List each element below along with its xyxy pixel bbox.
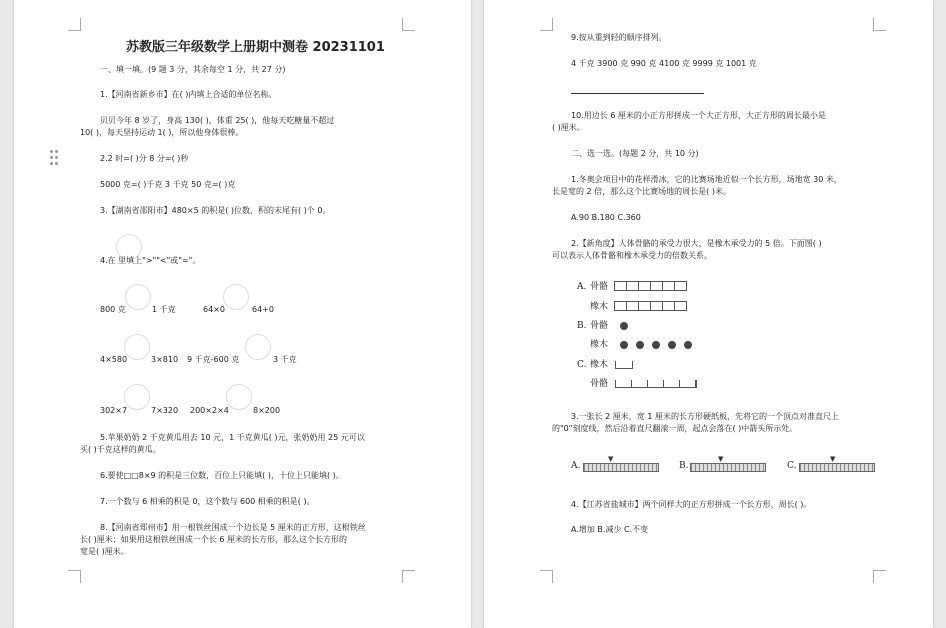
comparison-item: 7×320 [151,406,179,415]
crop-mark [402,18,415,31]
question-text: 可以表示人体骨骼和橡木承受力的倍数关系。 [552,251,712,260]
question-text: 长( )厘米；如果用这根铁丝围成一个长 6 厘米的长方形，那么这个长方形的 [80,535,347,544]
diagram-label: 橡木 [590,340,609,350]
question-text: 宽是( )厘米。 [80,547,129,556]
blank-circle [124,334,150,360]
crop-mark [68,18,81,31]
comparison-item: 3 千克 [273,355,297,364]
dot-marker [620,341,628,349]
comparison-item: 64+0 [252,305,274,314]
arrow-down-icon: ▼ [718,455,724,463]
comparison-item: 1 千克 [152,305,176,314]
question-text: 的"0"刻度线，然后沿着直尺翻滚一周，起点会落在( )中箭头所示处。 [552,424,798,433]
answer-options: A.90 B.180 C.360 [571,213,641,222]
ruler-image [799,463,875,472]
question-text: 长是宽的 2 倍，那么这个比赛场地的周长是( )米。 [552,187,731,196]
dot-marker [620,322,628,330]
blank-circle [223,284,249,310]
question-text: 1.【河南省新乡市】在( )内填上合适的单位名称。 [100,90,277,99]
option-key: A. [577,282,587,292]
section-heading: 二、选一选。(每题 2 分，共 10 分) [571,149,699,158]
comparison-item: 4×580 [100,355,128,364]
comparison-item: 302×7 [100,406,128,415]
option-key: C. [787,461,797,471]
question-text: 10( )，每天坚持运动 1( )，所以他身体很棒。 [80,128,244,137]
dot-marker [636,341,644,349]
blank-circle [124,384,150,410]
comparison-item: 3×810 [151,355,179,364]
crop-mark [873,18,886,31]
crop-mark [402,570,415,583]
document-title: 苏教版三年级数学上册期中测卷 20231101 [126,40,385,55]
question-text: 8.【河南省郑州市】用一根铁丝围成一个边长是 5 厘米的正方形，这根铁丝 [100,523,366,532]
ruler-image [583,463,659,472]
question-text: 4 千克 3900 克 990 克 4100 克 9999 克 1001 克 [571,59,757,68]
option-key: B. [679,461,689,471]
dot-marker [652,341,660,349]
section-heading: 一、填一填。(9 题 3 分，其余每空 1 分，共 27 分) [100,65,286,74]
comparison-item: 200×2×4 [190,406,229,415]
crop-mark [873,570,886,583]
question-text: 2.2 时=( )分 8 分=( )秒 [100,154,189,163]
dot-marker [668,341,676,349]
question-text: 5000 克=( )千克 3 千克 50 克=( )克 [100,180,236,189]
blank-circle [245,334,271,360]
question-text: 5.苹果奶奶 2 千克黄瓜用去 10 元，1 千克黄瓜( )元，张奶奶用 25 元可以 [100,433,365,442]
question-text: 3.一张长 2 厘米，宽 1 厘米的长方形硬纸板，先将它的一个顶点对准直尺上 [571,412,839,421]
dot-marker [684,341,692,349]
question-text: 2.【新角度】人体骨骼的承受力很大，是橡木承受力的 5 倍。下面图( ) [571,239,822,248]
comparison-item: 9 千克-600 克 [187,355,240,364]
question-text: 9.按从重到轻的顺序排列。 [571,33,667,42]
diagram-label: 骨骼 [590,379,609,389]
segment-bracket [615,380,697,388]
arrow-down-icon: ▼ [830,455,836,463]
comparison-item: 800 克 [100,305,126,314]
question-text: 1.冬奥会项目中的花样滑冰，它的比赛场地近似一个长方形，场地宽 30 米， [571,175,842,184]
question-text: 7.一个数与 6 相乘的积是 0，这个数与 600 相乘的积是( )。 [100,497,315,506]
diagram-label: 橡木 [590,302,609,312]
segment-bracket [615,361,633,369]
comparison-item: 8×200 [253,406,281,415]
segment-bar [615,301,687,311]
ruler-image [690,463,766,472]
question-text: 4.【江苏省盐城市】两个同样大的正方形拼成一个长方形，周长( )。 [571,500,812,509]
crop-mark [68,570,81,583]
segment-bar [615,281,687,291]
crop-mark [540,18,553,31]
arrow-down-icon: ▼ [608,455,614,463]
crop-mark [540,570,553,583]
answer-line [571,93,704,94]
question-text: ( )厘米。 [552,123,585,132]
diagram-label: 骨骼 [590,282,609,292]
question-text: 买( )千克这样的黄瓜。 [80,445,161,454]
option-key: B. [577,321,587,331]
question-text: 贝贝今年 8 岁了，身高 130( )，体重 25( )，他每天吃糖量不超过 [100,116,335,125]
diagram-label: 橡木 [590,360,609,370]
blank-circle [226,384,252,410]
question-text: 10.用边长 6 厘米的小正方形拼成一个大正方形，大正方形的周长最小是 [571,111,826,120]
drag-handle-icon[interactable] [50,150,60,166]
comparison-item: 64×0 [203,305,225,314]
question-text: 4.在 里填上">""<"或"="。 [100,256,201,265]
answer-options: A.增加 B.减少 C.不变 [571,525,649,534]
blank-circle [125,284,151,310]
question-text: 3.【湖南省邵阳市】480×5 的积是( )位数，积的末尾有( )个 0。 [100,206,331,215]
question-text: 6.要使□□8×9 的积是三位数，百位上只能填( )，十位上只能填( )。 [100,471,344,480]
option-key: C. [577,360,587,370]
diagram-label: 骨骼 [590,321,609,331]
option-key: A. [571,461,581,471]
document-page-right [484,0,933,628]
